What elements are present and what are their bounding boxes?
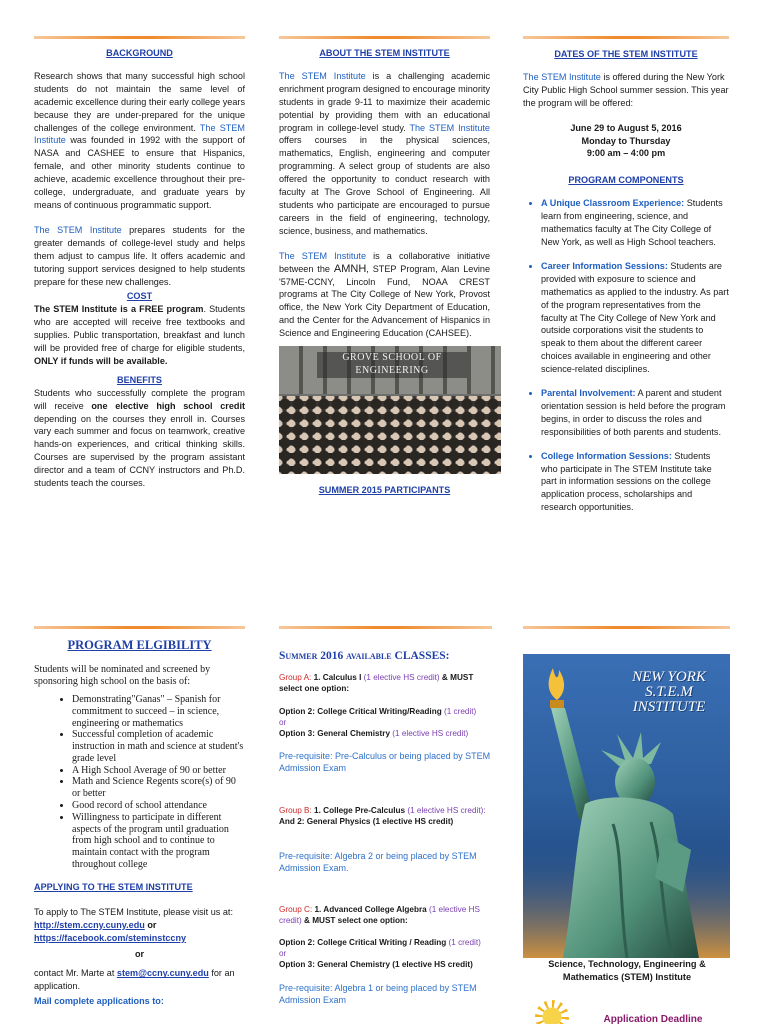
about-column — [279, 36, 490, 497]
application-deadline: Application Deadline — [603, 1014, 703, 1024]
about-paragraph-1: The STEM Institute is a challenging academic enrichment program designed to encourage minority students in grade 9-11 to maximize their academic potential by providing them with an educational program in college-level study. The STEM Institute offers courses in the physical sciences, mathematics, English, engineering and computer programming. A select group of students are also offered the opportunity to conduct research with faculty at The Grove School of Engineering. All students who participate are encouraged to pursue careers in the field of engineering, technology, science, business, and mathematics. — [279, 70, 490, 236]
list-item: • Math and Science Regents score(s) of 90 or better — [72, 776, 245, 800]
orange-divider — [34, 36, 245, 39]
prereq-text: Pre-requisite: Pre-Calculus or being placed by STEM Admission Exam — [279, 751, 491, 774]
dates-range: June 29 to August 5, 2016 — [570, 122, 682, 133]
group-a: Group A: 1. Calculus I (1 elective HS credit) & MUST select one option: Option 2: College Critical Writing/Reading (1 credit) or Option 3: General Chemistry (1 elective HS credit) Pre-requisite: Pre-Calculus or being placed by STEM Admission Exam — [279, 673, 491, 774]
cost-paragraph: The STEM Institute is a FREE program. Students who are accepted will receive free textbooks and supplies. Public transportation, breakfast and lunch will be provided free of charge for eligible students, ONLY if funds will be available. — [34, 304, 246, 366]
classes-column — [279, 626, 492, 1024]
classes-heading: Summer 2016 available CLASSES: — [279, 650, 450, 662]
list-item: • Parental Involvement: A parent and student orientation session is held before the program begins, in order to discuss the roles and responsibilities of both parents and students. — [541, 387, 729, 439]
orange-divider — [34, 626, 245, 629]
background-heading: BACKGROUND — [106, 48, 173, 58]
dates-heading: DATES OF THE STEM INSTITUTE — [554, 49, 698, 59]
dates-hours: 9:00 am – 4:00 pm — [586, 148, 666, 159]
orange-divider — [523, 626, 730, 629]
facebook-link[interactable]: https://facebook.com/steminstccny — [34, 932, 187, 943]
components-heading: PROGRAM COMPONENTS — [568, 175, 684, 186]
sun-icon — [535, 1000, 569, 1024]
dates-column — [523, 36, 729, 525]
list-item: • Demonstrating"Ganas" – Spanish for commitment to succeed – in science, engineering or mathematics — [72, 694, 245, 729]
eligibility-column — [34, 626, 245, 1024]
list-item: • Successful completion of academic instruction in math and science at student's grade level — [72, 729, 245, 764]
list-item: • A Unique Classroom Experience: Students learn from engineering, science, and mathematics faculty at The City College of New York, as well as High School teachers. — [541, 197, 729, 249]
website-link[interactable]: http://stem.ccny.cuny.edu — [34, 919, 145, 930]
eligibility-intro: Students will be nominated and screened by sponsoring high school on the basis of: — [34, 663, 211, 687]
dates-intro: The STEM Institute is offered during the New York City Public High School summer session. This year the program will be offered: — [523, 71, 729, 108]
cover-column — [523, 626, 730, 1024]
email-link[interactable]: stem@ccny.cuny.edu — [116, 968, 209, 979]
group-b: Group B: 1. College Pre-Calculus (1 elective HS credit): And 2: General Physics (1 elective HS credit) Pre-requisite: Algebra 2 or being placed by STEM Admission Exam. — [279, 805, 492, 873]
background-paragraph-2: The STEM Institute prepares students for the greater demands of college-level study and helps them adjust to campus life. It offers academic and tutoring support services designed to help students prepare for these new challenges. — [34, 224, 245, 287]
mail-applications-text: Mail complete applications to: — [34, 996, 164, 1007]
list-item: • A High School Average of 90 or better — [72, 765, 245, 777]
background-column — [34, 36, 245, 490]
about-heading: ABOUT THE STEM INSTITUTE — [319, 48, 450, 58]
prereq-text: Pre-requisite: Algebra 2 or being placed by STEM Admission Exam. — [279, 850, 477, 873]
group-photo — [279, 346, 501, 474]
orange-divider — [279, 626, 492, 629]
applying-text: To apply to The STEM Institute, please visit us at: http://stem.ccny.cuny.edu or https://facebook.com/steminstccny — [34, 906, 233, 943]
dates-days: Monday to Thursday — [581, 135, 671, 146]
prereq-text: Pre-requisite: Algebra 1 or being placed by STEM Admission Exam — [279, 982, 477, 1005]
brand-name: The STEM Institute — [34, 122, 245, 146]
eligibility-list — [34, 694, 245, 871]
cover-image — [523, 654, 730, 958]
benefits-paragraph: Students who successfully complete the program will receive one elective high school credit depending on the courses they enroll in. Courses vary each summer and focus on teamwork, creative hands-on experiences, and critical thinking skills. Courses are supervised by the program assistant director and a team of CCNY instructors and Ph.D. students teach the courses. — [34, 387, 246, 489]
background-paragraph-1: Research shows that many successful high school students do not maintain the same level of academic excellence during their early college years because they are under-prepared for the unique challenges of the college environment. The STEM Institute was founded in 1992 with the support of NASA and CASHEE to ensure that Hispanics, female, and other minority students continue to achieve, academic excellence throughout their pre-college, undergraduate, and graduate years by means of continuous programmatic support. — [34, 70, 245, 210]
cost-heading: COST — [126, 291, 153, 302]
crowd — [279, 396, 501, 474]
list-item: • Career Information Sessions: Students are provided with exposure to science and mathematics as applied to the industry. As part of the program representatives from the faculty at The City College of New York and outside corporations visit the students to speak to them about the different career choices available in engineering and other science-related disciplines. — [541, 260, 729, 376]
cover-title: NEW YORK S.T.E.M INSTITUTE — [632, 669, 706, 715]
orange-divider — [523, 36, 729, 39]
benefits-heading: BENEFITS — [117, 374, 162, 385]
list-item: • Willingness to participate in different aspects of the program until graduation from high school and to continue to maintain contact with the program throughout college — [72, 812, 245, 871]
about-paragraph-2: The STEM Institute is a collaborative initiative between the AMNH, STEP Program, Alan Levine '57ME-CCNY, Lincoln Fund, NOAA CREST programs at The City College of New York, Provost office, the New York City Department of Education, and the Center for the Advancement of Hispanics in Science and Engineering Education (CAHSEE). — [279, 250, 490, 339]
cover-subtitle: Science, Technology, Engineering & Mathematics (STEM) Institute — [548, 959, 706, 982]
components-list — [523, 197, 729, 514]
photo-caption: SUMMER 2015 PARTICIPANTS — [318, 485, 451, 496]
orange-divider — [279, 36, 490, 39]
applying-heading: APPLYING TO THE STEM INSTITUTE — [34, 881, 193, 892]
list-item: • College Information Sessions: Students who participate in The STEM Institute take part in information sessions on the college application process, scholarships and research opportunities. — [541, 450, 729, 515]
building-sign: GROVE SCHOOL OF ENGINEERING — [317, 352, 467, 378]
group-c: Group C: 1. Advanced College Algebra (1 elective HS credit) & MUST select one option: Option 2: College Critical Writing / Reading (1 credit) or Option 3: General Chemistry (1 elective HS credit) Pre-requisite: Algebra 1 or being placed by STEM Admission Exam — [279, 904, 492, 1006]
brand-name: The STEM Institute — [34, 224, 122, 235]
list-item: • Good record of school attendance — [72, 800, 245, 812]
or-text: or — [134, 949, 145, 960]
contact-text: contact Mr. Marte at stem@ccny.cuny.edu for an application. — [34, 968, 235, 992]
eligibility-heading: PROGRAM ELGIBILITY — [67, 638, 212, 652]
